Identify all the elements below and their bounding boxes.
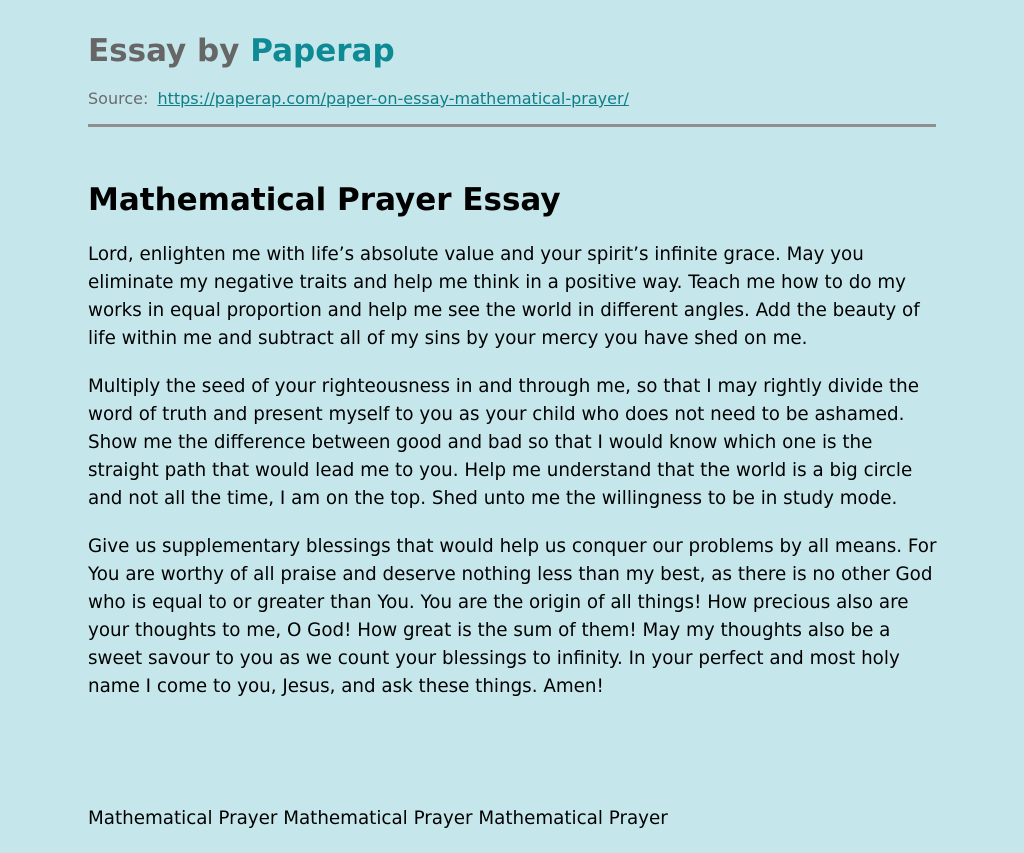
brand-name: Paperap <box>250 33 395 69</box>
header-divider <box>88 124 936 127</box>
paragraph-3: Give us supplementary blessings that would help us conquer our problems by all means. For You are worthy of all praise and deserve nothing less than my best, as there is no other God who is equal to or greater than You. You are the origin of all things! How precious also are your thoughts to me, O God! How great is the sum of them! May my thoughts also be a sweet savour to you as we count your blessings to infinity. In your perfect and most holy name I come to you, Jesus, and ask these things. Amen! <box>88 536 937 697</box>
source-line <box>88 88 629 110</box>
paragraph-1: Lord, enlighten me with life’s absolute value and your spirit’s infinite grace. May you eliminate my negative traits and help me think in a positive way. Teach me how to do my works in equal proportion and help me see the world in different angles. Add the beauty of life within me and subtract all of my sins by your mercy you have shed on me. <box>88 244 920 349</box>
article-body <box>88 241 938 721</box>
tag-line: Mathematical Prayer Mathematical Prayer Mathematical Prayer <box>88 808 668 829</box>
site-brand[interactable] <box>88 32 395 70</box>
paragraph-2: Multiply the seed of your righteousness in and through me, so that I may rightly divide the word of truth and present myself to you as your child who does not need to be ashamed. Show me the difference between good and bad so that I would know which one is the straight path that would lead me to you. Help me understand that the world is a big circle and not all the time, I am on the top. Shed unto me the willingness to be in study mode. <box>88 376 919 509</box>
source-label: Source: <box>88 89 149 108</box>
source-link[interactable]: https://paperap.com/paper-on-essay-mathematical-prayer/ <box>157 89 629 108</box>
brand-prefix: Essay by <box>88 33 251 69</box>
page-title: Mathematical Prayer Essay <box>88 182 561 218</box>
